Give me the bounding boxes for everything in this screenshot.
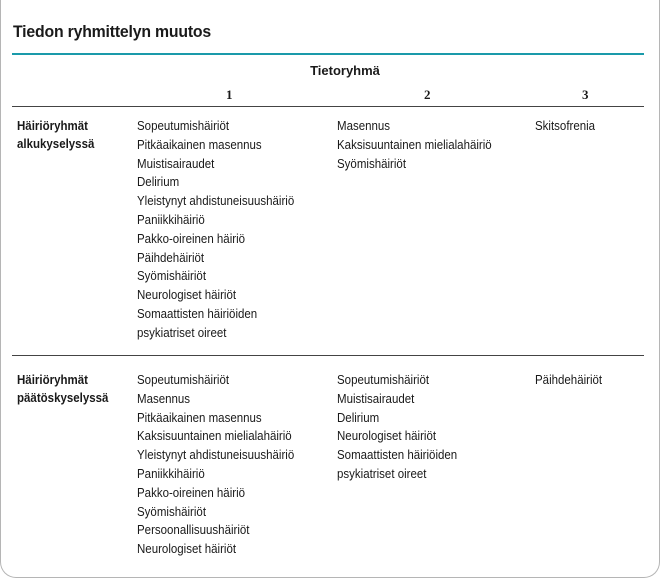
row2-col2-list [337,371,468,484]
list-item: Paniikkihäiriö [137,466,205,481]
table-title: Tiedon ryhmittelyn muutos [13,22,211,41]
row1-col3-list [535,117,600,136]
list-item: Päihdehäiriöt [137,250,205,265]
list-item: Delirium [137,175,180,190]
row-divider [12,355,644,356]
list-item: Syömishäiriöt [137,269,207,284]
list-item: Syömishäiriöt [137,504,207,519]
list-item: Skitsofrenia [535,119,596,133]
column-header-2: 2 [424,87,431,102]
list-item: Sopeutumishäiriöt [137,373,230,387]
list-item: Pakko-oireinen häiriö [137,485,246,500]
list-item: Muistisairaudet [337,391,415,406]
list-item: Yleistynyt ahdistuneisuushäiriö [137,194,295,209]
row-label-final [17,371,108,407]
list-item: Sopeutumishäiriöt [337,373,430,387]
list-item: Syömishäiriöt [337,156,407,171]
header-rule [12,106,644,107]
list-item: Pitkäaikainen masennus [137,410,262,425]
row2-col3-list [535,371,608,390]
list-item: Kaksisuuntainen mielialahäiriö [137,429,292,444]
column-header-1: 1 [226,87,233,102]
list-item: Masennus [337,119,391,133]
column-header-3: 3 [582,87,589,102]
list-item: Persoonallisuushäiriöt [137,523,250,538]
list-item: Muistisairaudet [137,156,215,171]
list-item: Delirium [337,410,380,425]
list-item: Neurologiset häiriöt [337,429,437,444]
list-item: Somaattisten häiriöiden [337,448,458,463]
list-item: psykiatriset oireet [137,325,227,340]
row-label-line: alkukyselyssä [17,137,95,151]
row2-col1-list [137,371,308,559]
list-item: Masennus [137,391,191,406]
group-header: Tietoryhmä [310,63,380,78]
row-label-line: päätöskyselyssä [17,391,109,405]
row-label-line: Häiriöryhmät [17,119,88,133]
row-label-line: Häiriöryhmät [17,373,88,387]
list-item: Paniikkihäiriö [137,212,205,227]
list-item: psykiatriset oireet [337,466,427,481]
row1-col2-list [337,117,505,173]
list-item: Päihdehäiriöt [535,373,603,387]
list-item: Pitkäaikainen masennus [137,137,262,152]
list-item: Somaattisten häiriöiden [137,306,258,321]
row1-col1-list [137,117,308,343]
list-item: Neurologiset häiriöt [137,542,237,557]
list-item: Neurologiset häiriöt [137,288,237,303]
list-item: Kaksisuuntainen mielialahäiriö [337,137,492,152]
list-item: Sopeutumishäiriöt [137,119,230,133]
list-item: Yleistynyt ahdistuneisuushäiriö [137,448,295,463]
title-rule [12,53,644,55]
row-label-initial [17,117,94,153]
list-item: Pakko-oireinen häiriö [137,231,246,246]
